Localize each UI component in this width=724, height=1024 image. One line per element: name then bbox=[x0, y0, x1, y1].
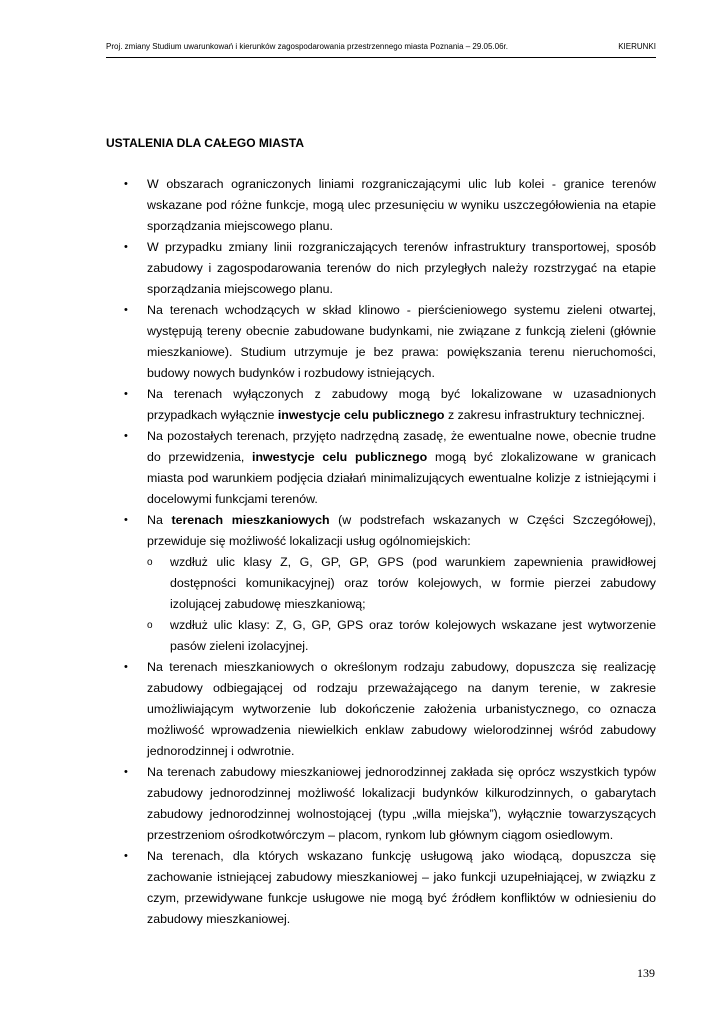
document-body bbox=[106, 174, 656, 930]
header-section-label: KIERUNKI bbox=[618, 42, 656, 51]
page-number: 139 bbox=[637, 966, 655, 980]
sub-bullet-icon: o bbox=[147, 557, 153, 568]
page-header bbox=[106, 42, 656, 56]
bullet-icon: • bbox=[124, 241, 128, 253]
list-item bbox=[106, 762, 656, 846]
header-document-title: Proj. zmiany Studium uwarunkowań i kierunków zagospodarowania przestrzennego miasta Poznania – 29.05.06r. bbox=[106, 42, 509, 51]
list-item-text: Na terenach mieszkaniowych o określonym rodzaju zabudowy, dopuszcza się realizację zabudowy odbiegającej od rodzaju przeważającego na danym terenie, w zakresie umożliwiającym wytworzenie lub dokończenie założenia urbanistycznego, co oznacza możliwość wprowadzenia niewielkich enklaw zabudowy wielorodzinnej wśród zabudowy jednorodzinnej i odwrotnie. bbox=[147, 660, 656, 758]
bullet-icon: • bbox=[124, 661, 128, 673]
list-item-text: Na terenach zabudowy mieszkaniowej jednorodzinnej zakłada się oprócz wszystkich typów zabudowy jednorodzinnej możliwość lokalizacji budynków kilkurodzinnych, o gabarytach zabudowy jednorodzinnej wolnostojącej (typu „willa miejska”), wyłącznie towarzyszących przestrzeniom ośrodkotwórczym – placom, rynkom lub głównym ciągom osiedlowym. bbox=[147, 765, 656, 842]
list-item bbox=[106, 237, 656, 300]
sub-list-item-text: wzdłuż ulic klasy: Z, G, GP, GPS oraz torów kolejowych wskazane jest wytworzenie pasów zieleni izolacyjnej. bbox=[170, 618, 656, 653]
list-item-text: Na bbox=[147, 513, 172, 527]
list-item-bold-text: inwestycje celu publicznego bbox=[252, 450, 428, 464]
bullet-icon: • bbox=[124, 178, 128, 190]
list-item-text: W przypadku zmiany linii rozgraniczających terenów infrastruktury transportowej, sposób zabudowy i zagospodarowania terenów do nich przyległych należy rozstrzygać na etapie sporządzania miejscowego planu. bbox=[147, 240, 656, 296]
list-item-text: W obszarach ograniczonych liniami rozgraniczającymi ulic lub kolei - granice terenów wskazane pod różne funkcje, mogą ulec przesunięciu w wyniku uszczegółowienia na etapie sporządzania miejscowego planu. bbox=[147, 177, 656, 233]
bullet-icon: • bbox=[124, 388, 128, 400]
sub-list-item bbox=[147, 552, 656, 615]
list-item-text: Na terenach wchodzących w skład klinowo - pierścieniowego systemu zieleni otwartej, występują tereny obecnie zabudowane budynkami, nie związane z funkcją zieleni (głównie mieszkaniowe). Studium utrzymuje je bez prawa: powiększania terenu nieruchomości, budowy nowych budynków i rozbudowy istniejących. bbox=[147, 303, 656, 380]
sub-list-item bbox=[147, 615, 656, 657]
list-item-text: Na pozostałych terenach, przyjęto nadrzędną zasadę, że ewentualne nowe, obecnie trudne do przewidzenia, bbox=[147, 429, 656, 464]
list-item-text: Na terenach, dla których wskazano funkcję usługową jako wiodącą, dopuszcza się zachowanie istniejącej zabudowy mieszkaniowej – jako funkcji uzupełniającej, w związku z czym, przewidywane funkcje usługowe nie mogą być źródłem konfliktów w odniesieniu do zabudowy mieszkaniowej. bbox=[147, 849, 656, 926]
list-item bbox=[106, 426, 656, 510]
list-item-text: (w podstrefach wskazanych w Części Szczegółowej), przewiduje się możliwość lokalizacji usług ogólnomiejskich: bbox=[147, 513, 656, 548]
bullet-icon: • bbox=[124, 850, 128, 862]
list-item-bold-text: terenach mieszkaniowych bbox=[171, 513, 330, 527]
sub-list-item-text: wzdłuż ulic klasy Z, G, GP, GP, GPS (pod warunkiem zapewnienia prawidłowej dostępności komunikacyjnej) oraz torów kolejowych, w formie pierzei zabudowy izolującej zabudowę mieszkaniową; bbox=[170, 555, 656, 611]
list-item-text: z zakresu infrastruktury technicznej. bbox=[444, 408, 645, 422]
bullet-list bbox=[106, 174, 656, 930]
list-item-text: mogą być zlokalizowane w granicach miasta pod warunkiem podjęcia działań minimalizujących ewentualne kolizje z istniejącymi i docelowymi funkcjami terenów. bbox=[147, 450, 656, 506]
bullet-icon: • bbox=[124, 514, 128, 526]
sub-list bbox=[147, 552, 656, 657]
section-title: USTALENIA DLA CAŁEGO MIASTA bbox=[106, 136, 304, 150]
list-item bbox=[106, 174, 656, 237]
list-item bbox=[106, 384, 656, 426]
list-item bbox=[106, 846, 656, 930]
list-item-bold-text: inwestycje celu publicznego bbox=[277, 408, 445, 422]
list-item-text: Na terenach wyłączonych z zabudowy mogą być lokalizowane w uzasadnionych przypadkach wyłącznie bbox=[147, 387, 656, 422]
bullet-icon: • bbox=[124, 430, 128, 442]
sub-bullet-icon: o bbox=[147, 620, 153, 631]
bullet-icon: • bbox=[124, 766, 128, 778]
header-divider bbox=[106, 57, 656, 58]
bullet-icon: • bbox=[124, 304, 128, 316]
list-item bbox=[106, 300, 656, 384]
list-item bbox=[106, 510, 656, 657]
list-item bbox=[106, 657, 656, 762]
